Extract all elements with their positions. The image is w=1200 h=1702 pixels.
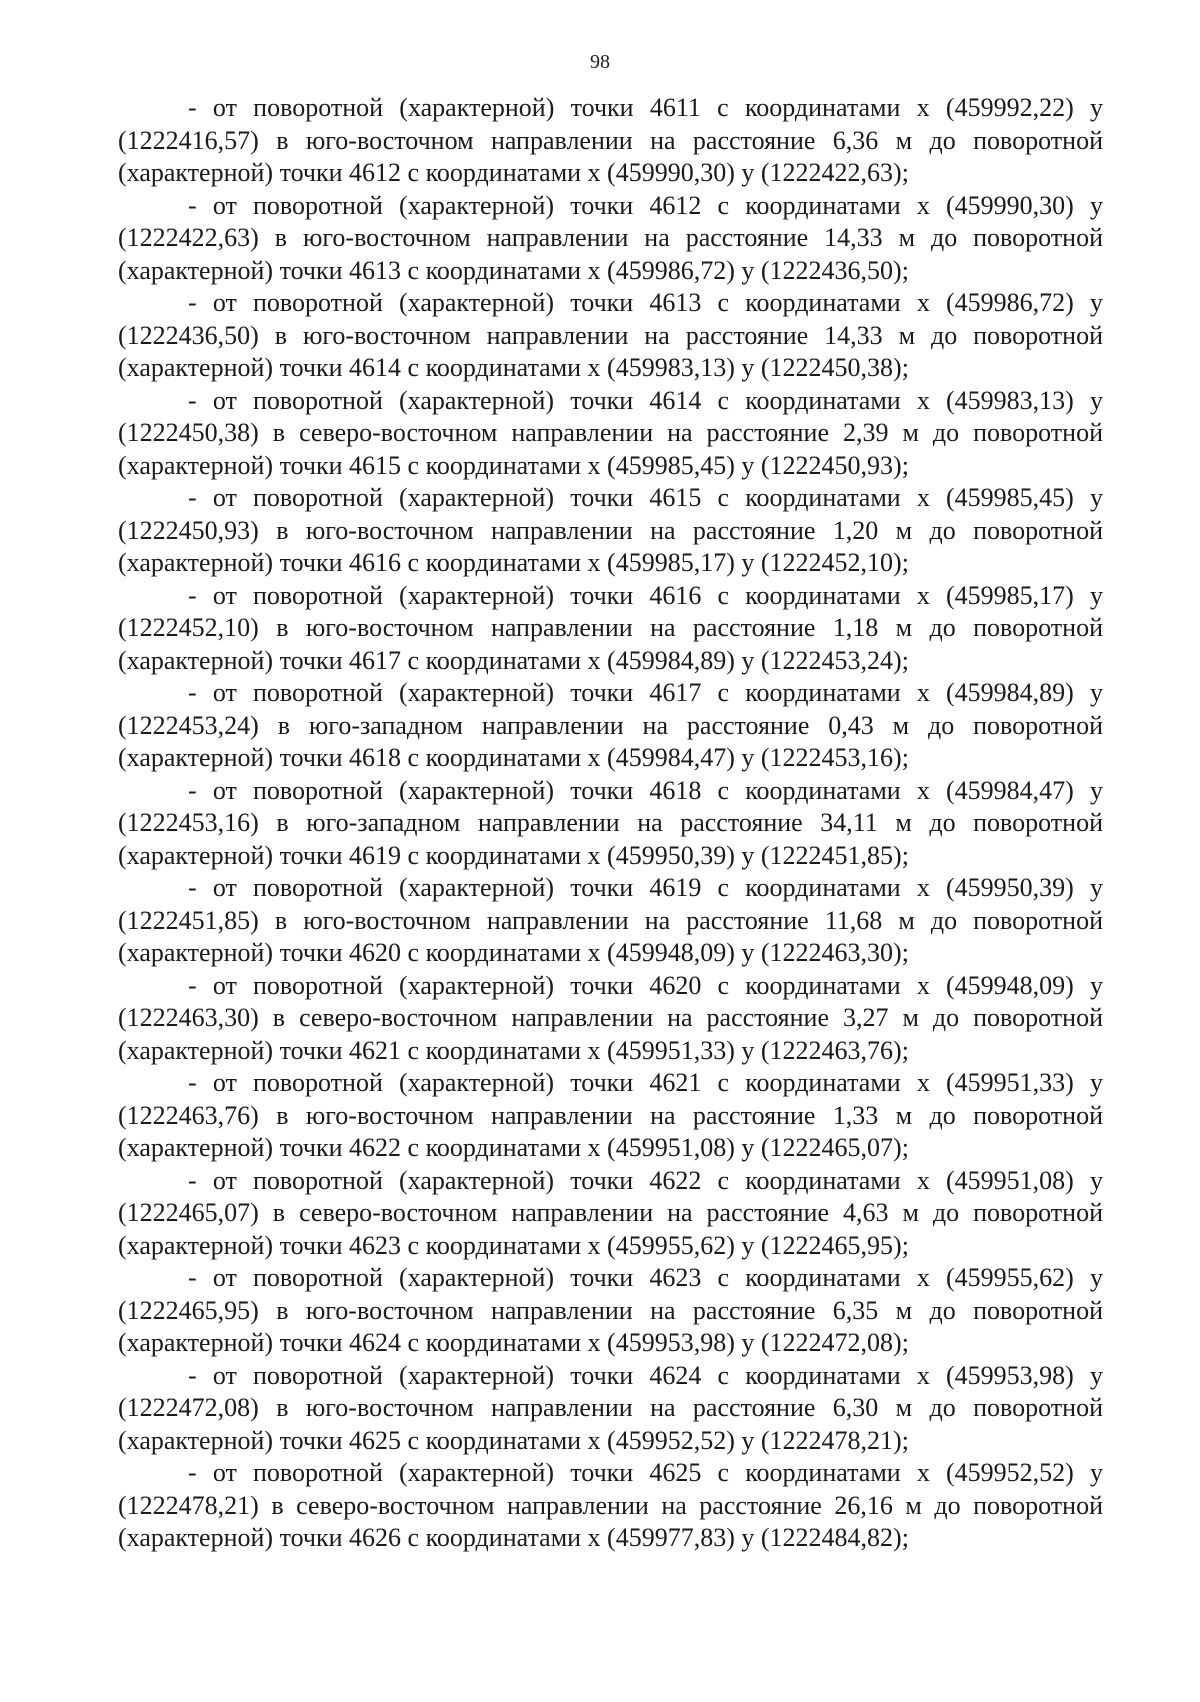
- boundary-point-paragraph: - от поворотной (характерной) точки 4614 с координатами х (459983,13) у (1222450,38) в северо-восточном направлении на расстояние 2,39 м до поворотной (характерной) точки 4615 с координатами х (459985,45) у (1222450,93);: [118, 385, 1103, 480]
- boundary-point-paragraph: - от поворотной (характерной) точки 4621 с координатами х (459951,33) у (1222463,76) в юго-восточном направлении на расстояние 1,33 м до поворотной (характерной) точки 4622 с координатами х (459951,08) у (1222465,07);: [118, 1068, 1103, 1162]
- boundary-point-paragraph: - от поворотной (характерной) точки 4613 с координатами х (459986,72) у (1222436,50) в юго-восточном направлении на расстояние 14,33 м до поворотной (характерной) точки 4614 с координатами х (459983,13) у (1222450,38);: [118, 288, 1103, 382]
- document-body: [118, 92, 1103, 1555]
- boundary-point-paragraph: - от поворотной (характерной) точки 4612 с координатами х (459990,30) у (1222422,63) в юго-восточном направлении на расстояние 14,33 м до поворотной (характерной) точки 4613 с координатами х (459986,72) у (1222436,50);: [118, 190, 1103, 285]
- boundary-point-paragraph: - от поворотной (характерной) точки 4615 с координатами х (459985,45) у (1222450,93) в юго-восточном направлении на расстояние 1,20 м до поворотной (характерной) точки 4616 с координатами х (459985,17) у (1222452,10);: [118, 483, 1103, 577]
- boundary-point-paragraph: - от поворотной (характерной) точки 4624 с координатами х (459953,98) у (1222472,08) в юго-восточном направлении на расстояние 6,30 м до поворотной (характерной) точки 4625 с координатами х (459952,52) у (1222478,21);: [118, 1360, 1103, 1455]
- boundary-point-paragraph: - от поворотной (характерной) точки 4617 с координатами х (459984,89) у (1222453,24) в юго-западном направлении на расстояние 0,43 м до поворотной (характерной) точки 4618 с координатами х (459984,47) у (1222453,16);: [118, 678, 1103, 772]
- boundary-point-paragraph: - от поворотной (характерной) точки 4622 с координатами х (459951,08) у (1222465,07) в северо-восточном направлении на расстояние 4,63 м до поворотной (характерной) точки 4623 с координатами х (459955,62) у (1222465,95);: [118, 1165, 1103, 1260]
- boundary-point-paragraph: - от поворотной (характерной) точки 4625 с координатами х (459952,52) у (1222478,21) в северо-восточном направлении на расстояние 26,16 м до поворотной (характерной) точки 4626 с координатами х (459977,83) у (1222484,82);: [118, 1458, 1103, 1552]
- boundary-point-paragraph: - от поворотной (характерной) точки 4616 с координатами х (459985,17) у (1222452,10) в юго-восточном направлении на расстояние 1,18 м до поворотной (характерной) точки 4617 с координатами х (459984,89) у (1222453,24);: [118, 580, 1103, 675]
- boundary-point-paragraph: - от поворотной (характерной) точки 4618 с координатами х (459984,47) у (1222453,16) в юго-западном направлении на расстояние 34,11 м до поворотной (характерной) точки 4619 с координатами х (459950,39) у (1222451,85);: [118, 775, 1103, 870]
- boundary-point-paragraph: - от поворотной (характерной) точки 4620 с координатами х (459948,09) у (1222463,30) в северо-восточном направлении на расстояние 3,27 м до поворотной (характерной) точки 4621 с координатами х (459951,33) у (1222463,76);: [118, 970, 1103, 1065]
- boundary-point-paragraph: - от поворотной (характерной) точки 4619 с координатами х (459950,39) у (1222451,85) в юго-восточном направлении на расстояние 11,68 м до поворотной (характерной) точки 4620 с координатами х (459948,09) у (1222463,30);: [118, 873, 1103, 967]
- page-number: 98: [590, 51, 610, 73]
- boundary-point-paragraph: - от поворотной (характерной) точки 4623 с координатами х (459955,62) у (1222465,95) в юго-восточном направлении на расстояние 6,35 м до поворотной (характерной) точки 4624 с координатами х (459953,98) у (1222472,08);: [118, 1263, 1103, 1357]
- boundary-point-paragraph: - от поворотной (характерной) точки 4611 с координатами х (459992,22) у (1222416,57) в юго-восточном направлении на расстояние 6,36 м до поворотной (характерной) точки 4612 с координатами х (459990,30) у (1222422,63);: [118, 93, 1103, 187]
